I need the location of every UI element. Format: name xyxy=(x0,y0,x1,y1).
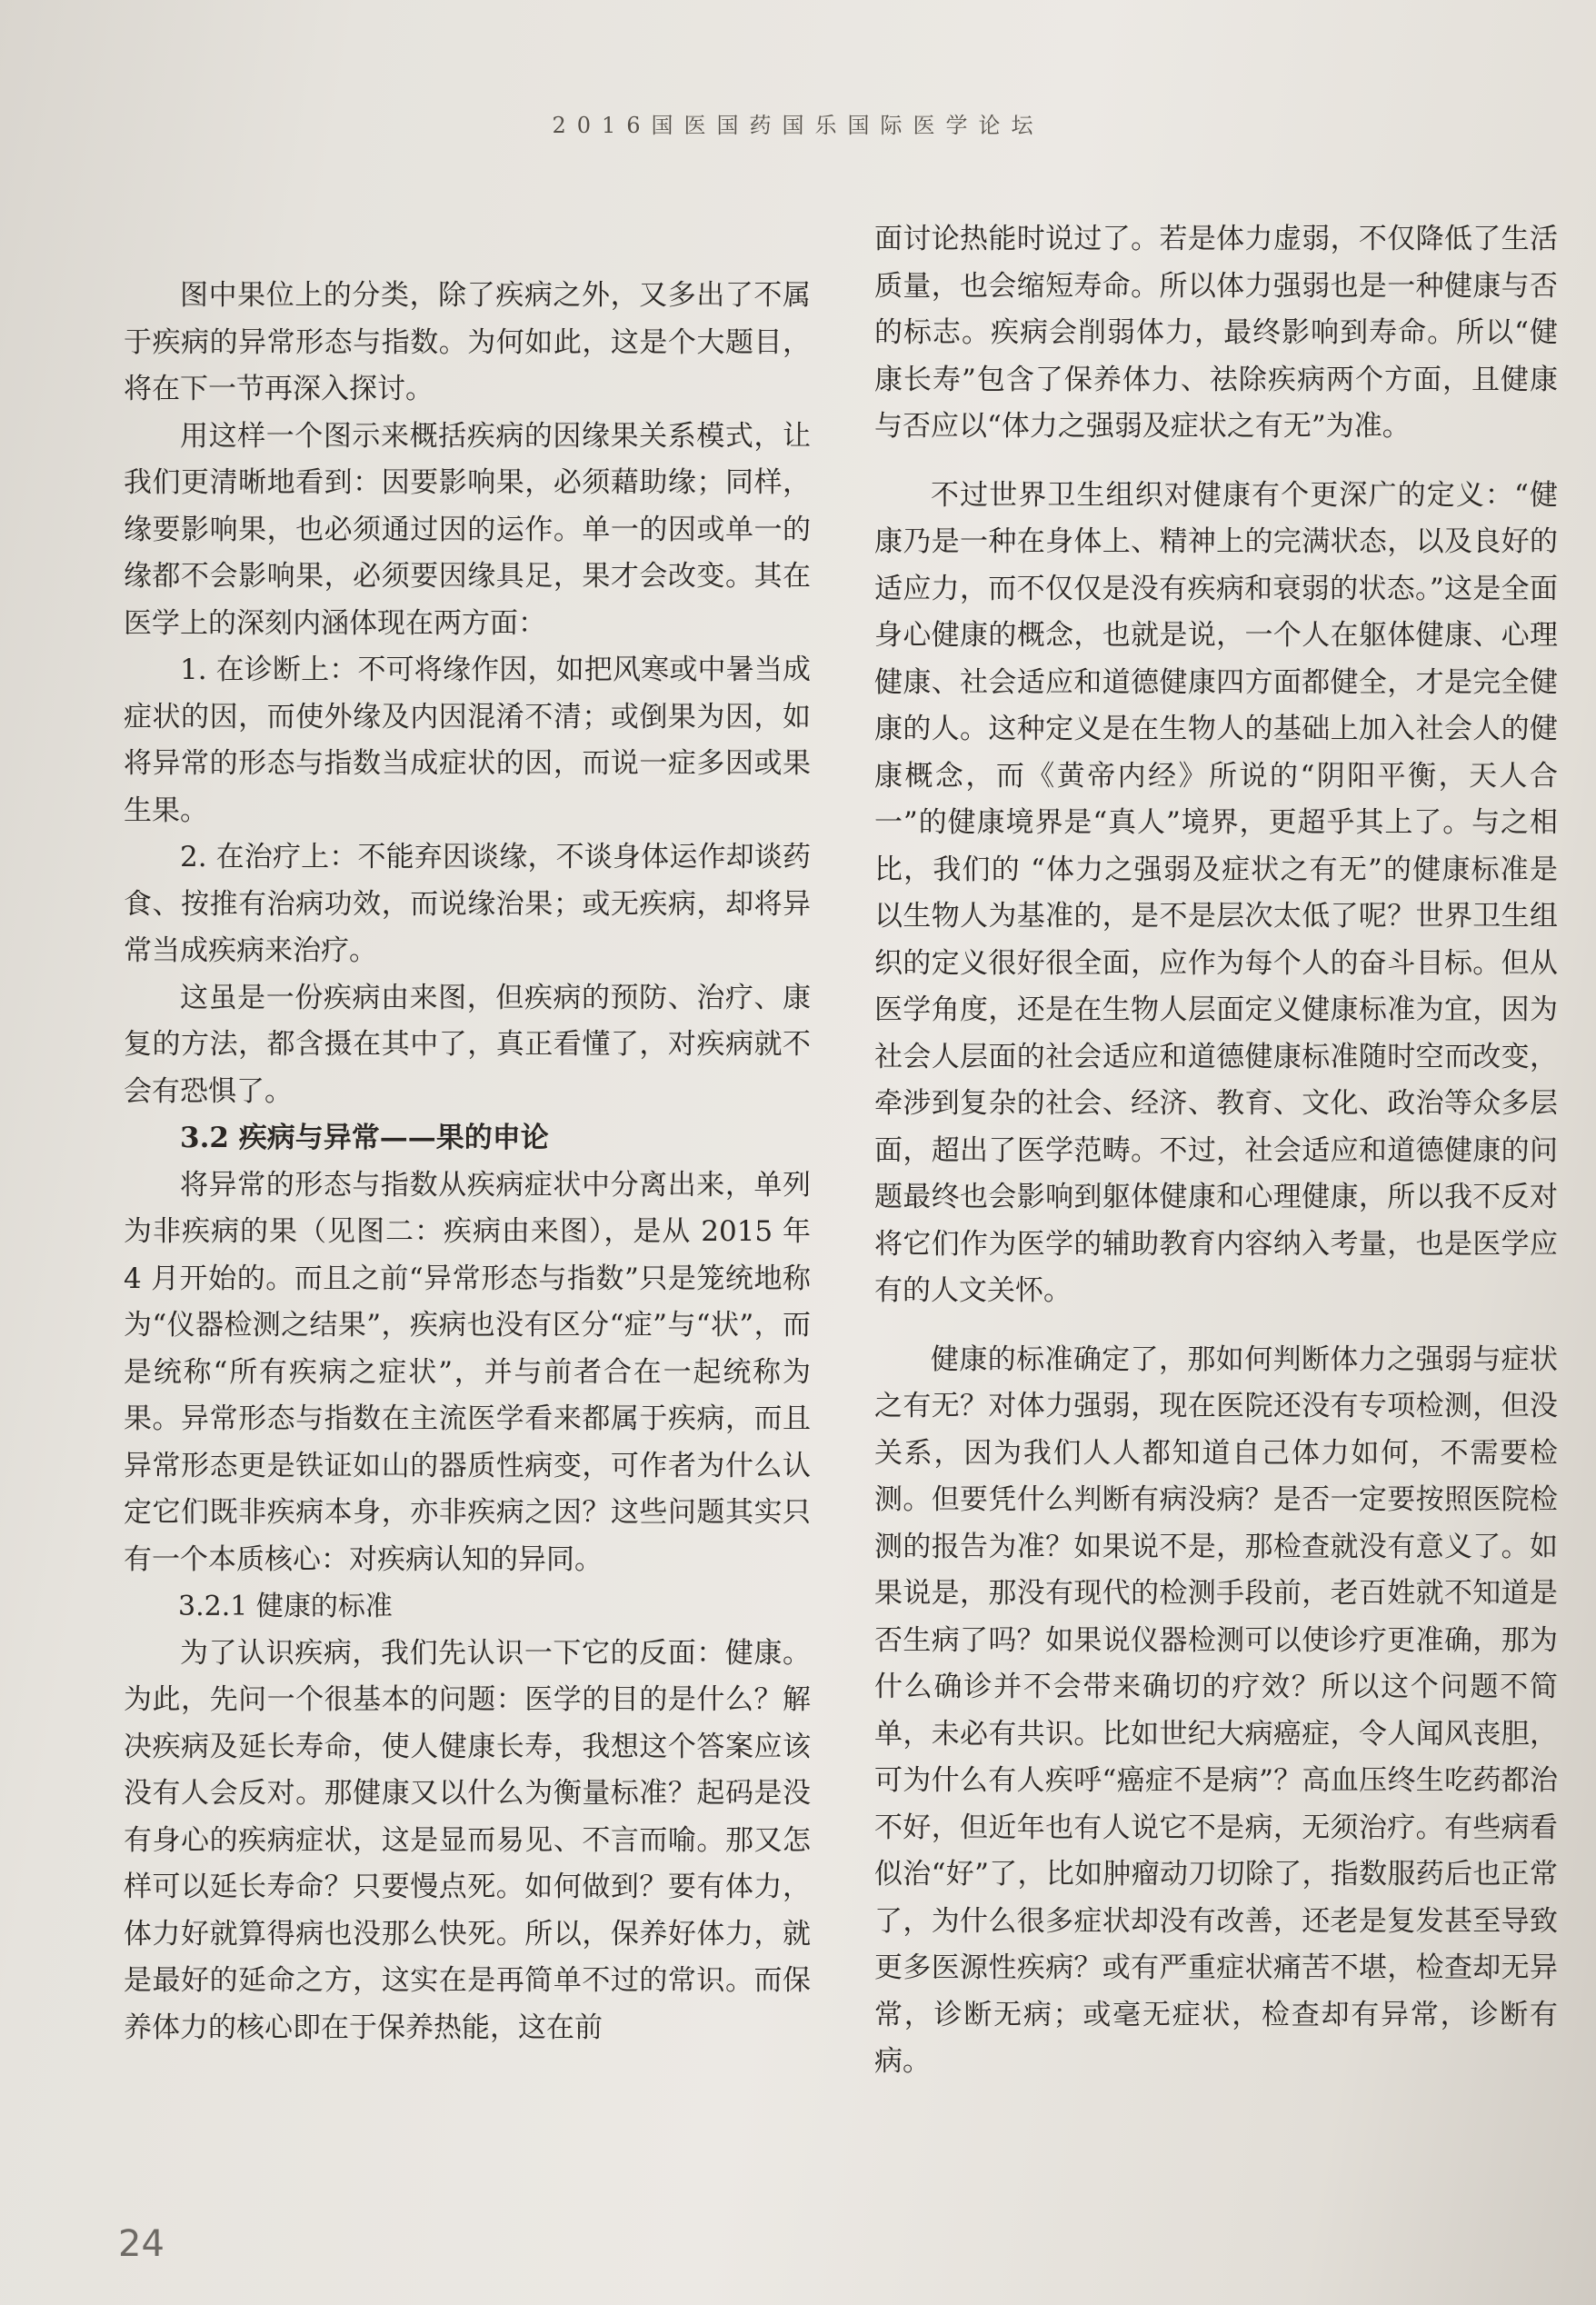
paragraph: 将异常的形态与指数从疾病症状中分离出来，单列为非疾病的果（见图二：疾病由来图），是从 2015 年 4 月开始的。而且之前“异常形态与指数”只是笼统地称为“仪器检测之结果”，疾病也没有区分“症”与“状”，而是统称“所有疾病之症状”，并与前者合在一起统称为果。异常形态与指数在主流医学看来都属于疾病，而且异常形态更是铁证如山的器质性病变，可作者为什么认定它们既非疾病本身，亦非疾病之因？这些问题其实只有一个本质核心：对疾病认知的异同。 xyxy=(124,1168,811,1576)
paragraph: 2. 在治疗上：不能弃因谈缘，不谈身体运作却谈药食、按推有治病功效，而说缘治果；或无疾病，却将异常当成疾病来治疗。 xyxy=(124,841,811,967)
subsection-heading: 3.2.1 健康的标准 xyxy=(178,1591,393,1622)
paragraph: 不过世界卫生组织对健康有个更深广的定义：“健康乃是一种在身体上、精神上的完满状态，以及良好的适应力，而不仅仅是没有疾病和衰弱的状态。”这是全面身心健康的概念，也就是说，一个人在躯体健康、心理健康、社会适应和道德健康四方面都健全，才是完全健康的人。这种定义是在生物人的基础上加入社会人的健康概念，而《黄帝内经》所说的“阴阳平衡，天人合一”的健康境界是“真人”境界，更超乎其上了。与之相比，我们的 “体力之强弱及症状之有无”的健康标准是以生物人为基准的，是不是层次太低了呢？世界卫生组织的定义很好很全面，应作为每个人的奋斗目标。但从医学角度，还是在生物人层面定义健康标准为宜，因为社会人层面的社会适应和道德健康标准随时空而改变，牵涉到复杂的社会、经济、教育、文化、政治等众多层面，超出了医学范畴。不过，社会适应和道德健康的问题最终也会影响到躯体健康和心理健康，所以我不反对将它们作为医学的辅助教育内容纳入考量，也是医学应有的人文关怀。 xyxy=(874,478,1558,1307)
page-number: 24 xyxy=(118,2223,165,2265)
paragraph: 健康的标准确定了，那如何判断体力之强弱与症状之有无？对体力强弱，现在医院还没有专项检测，但没关系，因为我们人人都知道自己体力如何，不需要检测。但要凭什么判断有病没病？是否一定要按照医院检测的报告为准？如果说不是，那检查就没有意义了。如果说是，那没有现代的检测手段前，老百姓就不知道是否生病了吗？如果说仪器检测可以使诊疗更准确，那为什么确诊并不会带来确切的疗效？所以这个问题不简单，未必有共识。比如世纪大病癌症，令人闻风丧胆，可为什么有人疾呼“癌症不是病”？高血压终生吃药都治不好，但近年也有人说它不是病，无须治疗。有些病看似治“好”了，比如肿瘤动刀切除了，指数服药后也正常了，为什么很多症状却没有改善，还老是复发甚至导致更多医源性疾病？或有严重症状痛苦不堪，检查却无异常，诊断无病；或毫无症状，检查却有异常，诊断有病。 xyxy=(874,1342,1558,2078)
paragraph: 图中果位上的分类，除了疾病之外，又多出了不属于疾病的异常形态与指数。为何如此，这是个大题目，将在下一节再深入探讨。 xyxy=(124,279,811,405)
running-header: 2016国医国药国乐国际医学论坛 xyxy=(552,113,1044,138)
paragraph: 为了认识疾病，我们先认识一下它的反面：健康。为此，先问一个很基本的问题：医学的目的是什么？解决疾病及延长寿命，使人健康长寿，我想这个答案应该没有人会反对。那健康又以什么为衡量标准？起码是没有身心的疾病症状，这是显而易见、不言而喻。那又怎样可以延长寿命？只要慢点死。如何做到？要有体力，体力好就算得病也没那么快死。所以，保养好体力，就是最好的延命之方，这实在是再简单不过的常识。而保养体力的核心即在于保养热能，这在前 xyxy=(124,1636,811,2044)
right-column xyxy=(874,216,1558,2086)
paragraph: 这虽是一份疾病由来图，但疾病的预防、治疗、康复的方法，都含摄在其中了，真正看懂了，对疾病就不会有恐惧了。 xyxy=(124,981,811,1108)
section-heading: 3.2 疾病与异常——果的申论 xyxy=(180,1122,549,1154)
left-column xyxy=(124,273,811,2051)
paragraph: 面讨论热能时说过了。若是体力虚弱，不仅降低了生活质量，也会缩短寿命。所以体力强弱也是一种健康与否的标志。疾病会削弱体力，最终影响到寿命。所以“健康长寿”包含了保养体力、祛除疾病两个方面，且健康与否应以“体力之强弱及症状之有无”为准。 xyxy=(874,223,1558,443)
paragraph: 1. 在诊断上：不可将缘作因，如把风寒或中暑当成症状的因，而使外缘及内因混淆不清；或倒果为因，如将异常的形态与指数当成症状的因，而说一症多因或果生果。 xyxy=(124,654,811,827)
paragraph: 用这样一个图示来概括疾病的因缘果关系模式，让我们更清晰地看到：因要影响果，必须藉助缘；同样，缘要影响果，也必须通过因的运作。单一的因或单一的缘都不会影响果，必须要因缘具足，果才会改变。其在医学上的深刻内涵体现在两方面： xyxy=(124,419,811,640)
